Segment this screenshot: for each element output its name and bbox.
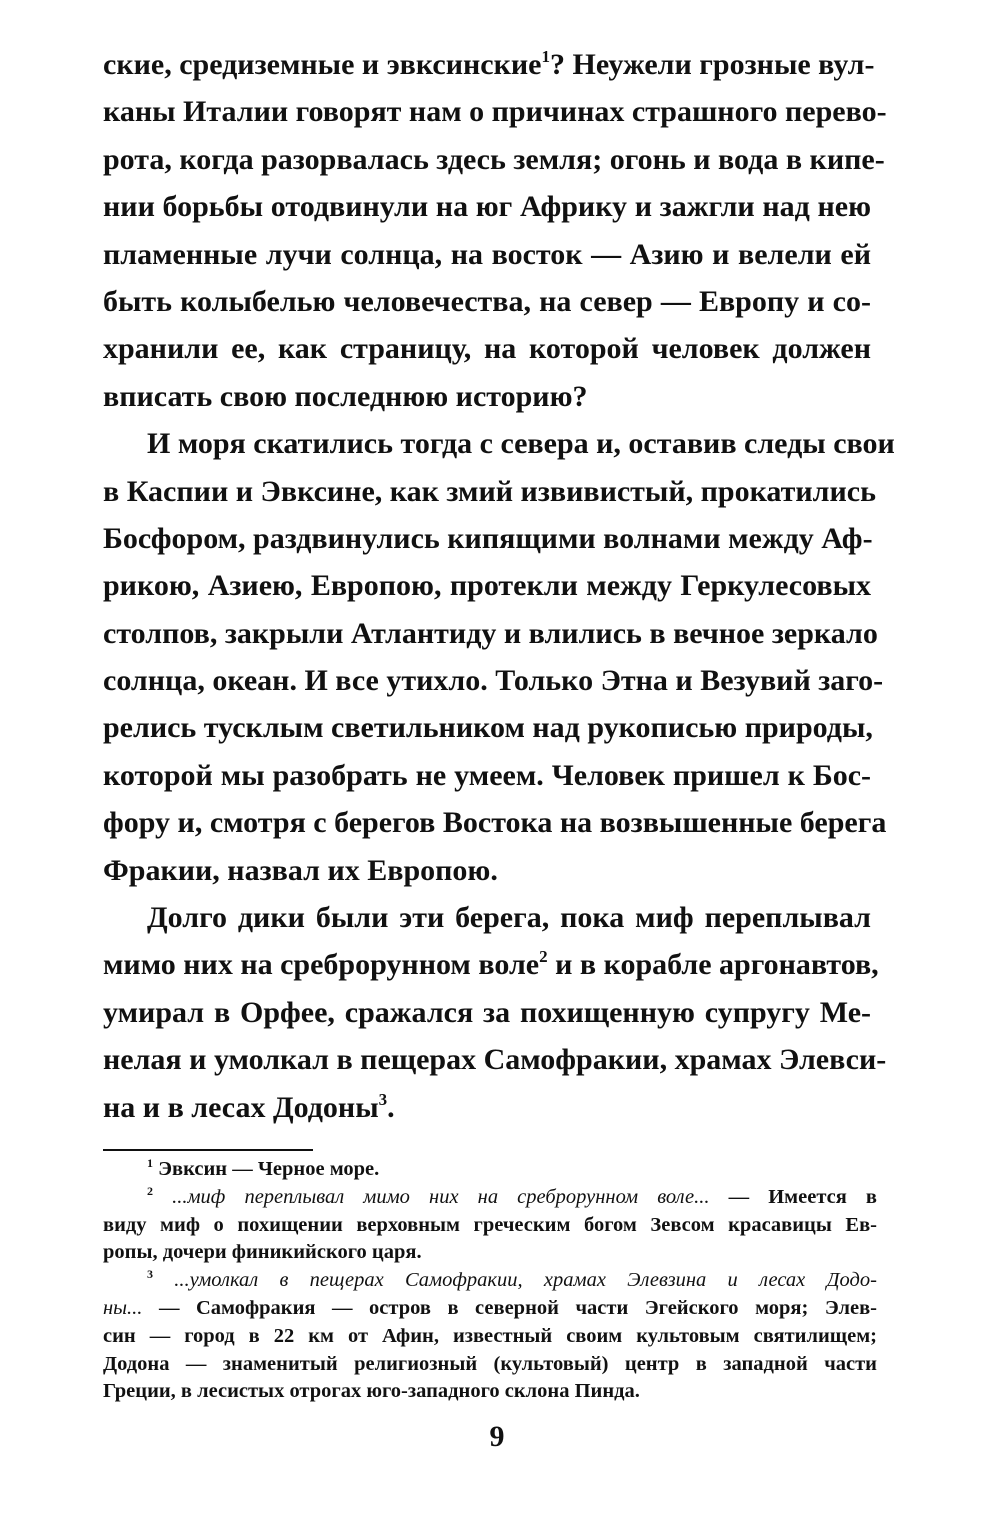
text-segment: фору и, смотря с берегов Востока на возвышенные берега <box>103 806 887 840</box>
footnote-marker: 2 <box>147 1183 153 1198</box>
text-line <box>103 610 878 657</box>
text-line <box>103 894 871 941</box>
text-segment: в Каспии и Эвксине, как змий извивистый, прокатились <box>103 474 876 508</box>
text-line <box>103 989 871 1036</box>
footnote-divider <box>103 1149 313 1151</box>
text-line <box>103 799 887 846</box>
text-segment: солнца, океан. И все утихло. Только Этна и Везувий заго- <box>103 664 884 698</box>
text-segment: Долго дики были эти берега, пока миф переплывал <box>147 901 871 935</box>
text-line <box>103 325 871 372</box>
footnote-marker: 1 <box>147 1156 153 1170</box>
text-segment: вписать свою последнюю историю? <box>103 379 588 413</box>
text-segment: которой мы разобрать не умеем. Человек пришел к Бос- <box>103 758 871 792</box>
text-line <box>103 136 885 183</box>
text-line <box>103 847 871 894</box>
footnote-line <box>103 1378 877 1406</box>
text-line <box>103 231 871 278</box>
text-line <box>103 704 871 751</box>
text-segment: нелая и умолкал в пещерах Самофракии, храмах Элевси- <box>103 1043 887 1077</box>
footnote-marker: 3 <box>147 1267 153 1282</box>
text-line <box>103 515 871 562</box>
text-segment: релись тусклым светильником над рукописью природы, <box>103 711 873 745</box>
footnote-line <box>103 1323 877 1351</box>
text-segment: виду миф о похищении верховным греческим богом Зевсом красавицы Ев- <box>103 1213 877 1236</box>
text-segment: на и в лесах Додоны <box>103 1090 379 1124</box>
text-segment: — Самофракия — остров в северной части Эгейского моря; Элев- <box>142 1296 877 1319</box>
text-segment: Босфором, раздвинулись кипящими волнами между Аф- <box>103 521 873 555</box>
text-segment: рикою, Азиею, Европою, протекли между Геркулесовых <box>103 569 871 603</box>
text-line <box>103 941 879 988</box>
text-segment: быть колыбелью человечества, на север — Европу и со- <box>103 284 871 318</box>
text-segment: И моря скатились тогда с севера и, оставив следы свои <box>147 427 895 461</box>
text-segment: ские, средиземные и эвксинские <box>103 48 542 81</box>
text-segment: ...миф переплывал мимо них на среброрунном воле... <box>153 1185 710 1208</box>
text-line <box>103 562 871 609</box>
text-line <box>103 373 871 420</box>
text-segment: столпов, закрыли Атлантиду и влились в вечное зеркало <box>103 616 878 650</box>
text-segment: каны Италии говорят нам о причинах страшного перево- <box>103 95 887 129</box>
text-segment: ? Неужели грозные вул- <box>550 48 875 81</box>
text-segment: хранили ее, как страницу, на которой человек должен <box>103 332 871 366</box>
footnote-line <box>103 1212 877 1240</box>
text-segment: умирал в Орфее, сражался за похищенную супругу Ме- <box>103 995 871 1029</box>
footnote-marker: 1 <box>541 47 550 66</box>
text-line <box>103 657 884 704</box>
footnotes <box>103 1156 877 1406</box>
text-segment: пламенные лучи солнца, на восток — Азию и велели ей <box>103 237 871 271</box>
text-segment: нии борьбы отодвинули на юг Африку и зажгли над нею <box>103 190 871 224</box>
text-segment: рота, когда разорвалась здесь земля; огонь и вода в кипе- <box>103 142 885 176</box>
page-number: 9 <box>489 1420 505 1453</box>
text-line <box>103 41 875 88</box>
footnote-line <box>103 1184 877 1212</box>
text-segment: Греции, в лесистых отрогах юго-западного склона Пинда. <box>103 1380 640 1403</box>
footnote-line <box>103 1267 877 1295</box>
text-segment: Додона — знаменитый религиозный (культовый) центр в западной части <box>103 1352 877 1375</box>
text-segment: и в корабле аргонавтов, <box>547 948 879 982</box>
text-segment: Эвксин — Черное море. <box>153 1158 380 1180</box>
text-segment: . <box>387 1090 395 1124</box>
footnote-marker: 2 <box>539 947 548 967</box>
main-text <box>103 41 895 1131</box>
text-line <box>103 468 876 515</box>
text-line <box>103 278 871 325</box>
text-line <box>103 420 895 467</box>
text-line <box>103 88 887 135</box>
footnote-line <box>103 1239 877 1267</box>
text-segment: ропы, дочери финикийского царя. <box>103 1241 422 1264</box>
text-segment: мимо них на среброрунном воле <box>103 948 540 982</box>
text-line <box>103 752 871 799</box>
footnote-marker: 3 <box>378 1089 388 1109</box>
footnote-line <box>103 1295 877 1323</box>
text-segment: син — город в 22 км от Афин, известный своим культовым святилищем; <box>103 1324 877 1347</box>
footnote-line <box>103 1351 877 1379</box>
text-line <box>103 1084 871 1131</box>
text-line <box>103 1036 887 1083</box>
text-segment: Фракии, назвал их Европою. <box>103 853 498 887</box>
text-segment: — Имеется в <box>709 1185 877 1208</box>
text-line <box>103 183 871 230</box>
text-segment: ны... <box>103 1296 143 1319</box>
footnote-line <box>103 1156 877 1184</box>
text-segment: ...умолкал в пещерах Самофракии, храмах Элевзина и лесах Додо- <box>153 1269 877 1292</box>
